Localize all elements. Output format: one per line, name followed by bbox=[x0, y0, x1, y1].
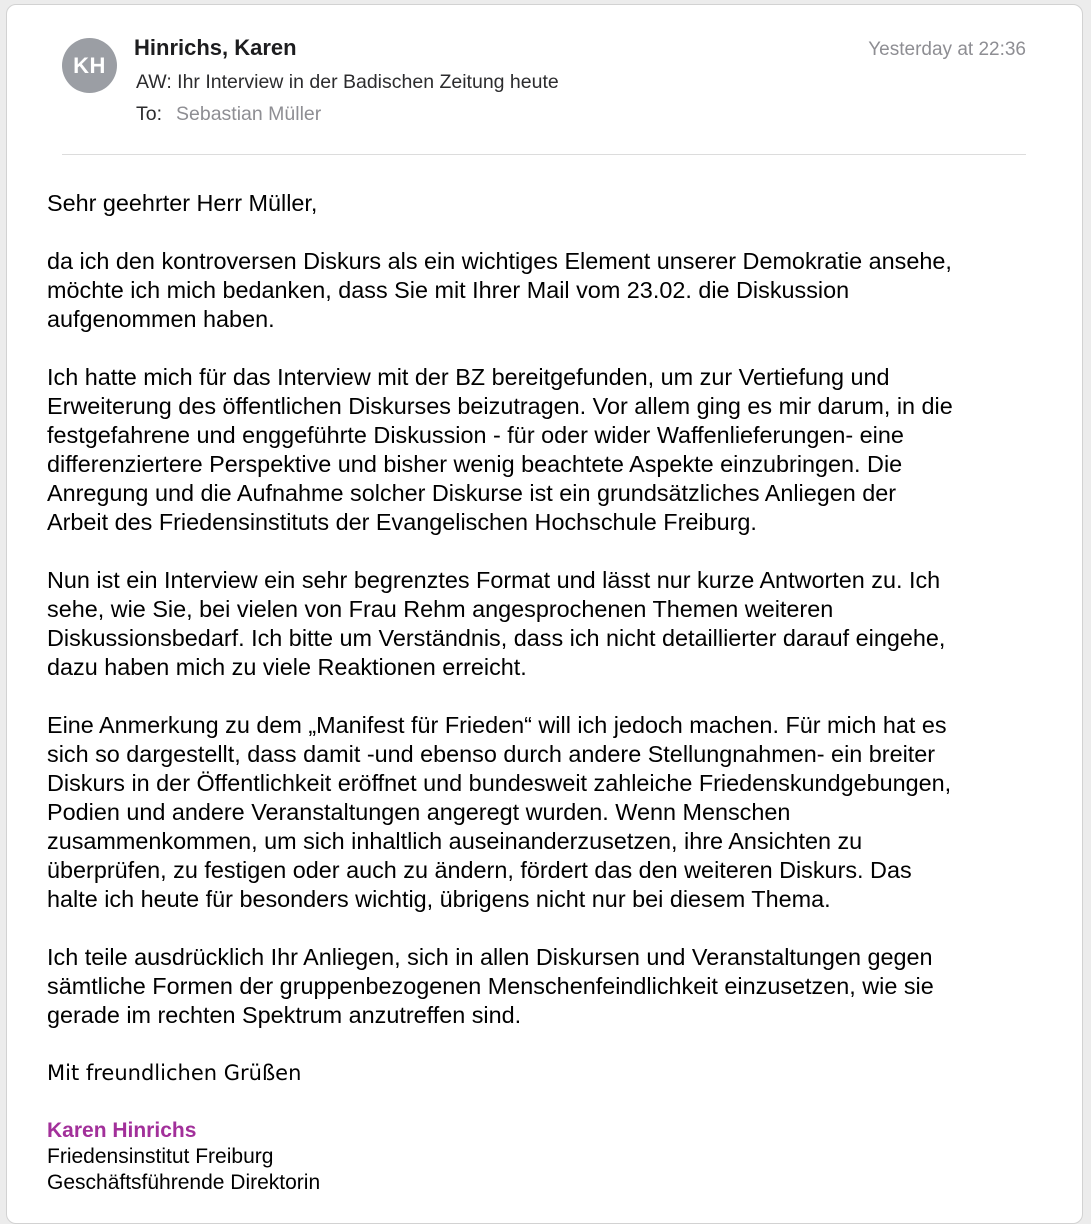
closing: Mit freundlichen Grüßen bbox=[47, 1061, 302, 1085]
signature-block bbox=[47, 1117, 1057, 1196]
body-line: Nun ist ein Interview ein sehr begrenztes Format und lässt nur kurze Antworten zu. Ich bbox=[47, 567, 941, 593]
body-line: möchte ich mich bedanken, dass Sie mit Ihrer Mail vom 23.02. die Diskussion bbox=[47, 277, 850, 303]
sender-name[interactable]: Hinrichs, Karen bbox=[134, 35, 297, 60]
to-label: To: bbox=[136, 103, 163, 125]
body-line: Erweiterung des öffentlichen Diskurses beizutragen. Vor allem ging es mir darum, in die bbox=[47, 393, 953, 419]
body-line: gerade im rechten Spektrum anzutreffen sind. bbox=[47, 1002, 522, 1028]
body-line: differenziertere Perspektive und bisher wenig beachtete Aspekte einzubringen. Die bbox=[47, 451, 903, 477]
body-line: halte ich heute für besonders wichtig, übrigens nicht nur bei diesem Thema. bbox=[47, 886, 831, 912]
body-line: Diskurs in der Öffentlichkeit eröffnet und bundesweit zahleiche Friedenskundgebungen, bbox=[47, 770, 952, 796]
body-line: sämtliche Formen der gruppenbezogenen Menschenfeindlichkeit einzusetzen, wie sie bbox=[47, 973, 934, 999]
body-line: Anregung und die Aufnahme solcher Diskurse ist ein grundsätzliches Anliegen der bbox=[47, 480, 897, 506]
greeting: Sehr geehrter Herr Müller, bbox=[47, 190, 318, 216]
paragraph-4 bbox=[47, 711, 1057, 914]
recipient-row bbox=[136, 103, 321, 126]
paragraph-3 bbox=[47, 566, 1057, 682]
body-line: Arbeit des Friedensinstituts der Evangelischen Hochschule Freiburg. bbox=[47, 509, 757, 535]
body-line: da ich den kontroversen Diskurs als ein wichtiges Element unserer Demokratie ansehe, bbox=[47, 248, 952, 274]
paragraph-5 bbox=[47, 943, 1057, 1030]
message-body bbox=[47, 189, 1057, 1196]
signature-title: Geschäftsführende Direktorin bbox=[47, 1171, 321, 1194]
body-line: zusammenkommen, um sich inhaltlich auseinanderzusetzen, ihre Ansichten zu bbox=[47, 828, 863, 854]
body-line: Diskussionsbedarf. Ich bitte um Verständnis, dass ich nicht detaillierter darauf eingehe, bbox=[47, 625, 946, 651]
body-line: dazu haben mich zu viele Reaktionen erreicht. bbox=[47, 654, 527, 680]
signature-organization: Friedensinstitut Freiburg bbox=[47, 1145, 274, 1168]
body-line: Ich teile ausdrücklich Ihr Anliegen, sich in allen Diskursen und Veranstaltungen gegen bbox=[47, 944, 933, 970]
body-line: sehe, wie Sie, bei vielen von Frau Rehm angesprochenen Themen weiteren bbox=[47, 596, 834, 622]
body-line: Ich hatte mich für das Interview mit der BZ bereitgefunden, um zur Vertiefung und bbox=[47, 364, 890, 390]
paragraph-2 bbox=[47, 363, 1057, 537]
body-line: aufgenommen haben. bbox=[47, 306, 275, 332]
message-subject: AW: Ihr Interview in der Badischen Zeitung heute bbox=[136, 71, 559, 93]
header-divider bbox=[62, 154, 1026, 155]
message-header bbox=[7, 5, 1082, 155]
body-line: überprüfen, zu festigen oder auch zu ändern, fördert das den weiteren Diskurs. Das bbox=[47, 857, 912, 883]
body-line: Eine Anmerkung zu dem „Manifest für Frieden“ will ich jedoch machen. Für mich hat es bbox=[47, 712, 947, 738]
paragraph-1 bbox=[47, 247, 1057, 334]
sender-avatar[interactable]: KH bbox=[62, 38, 117, 93]
recipient-name[interactable]: Sebastian Müller bbox=[176, 103, 322, 125]
body-line: festgefahrene und enggeführte Diskussion - für oder wider Waffenlieferungen- eine bbox=[47, 422, 904, 448]
body-line: sich so dargestellt, dass damit -und ebenso durch andere Stellungnahmen- ein breiter bbox=[47, 741, 936, 767]
mail-window bbox=[6, 4, 1083, 1224]
body-line: Podien und andere Veranstaltungen angeregt wurden. Wenn Menschen bbox=[47, 799, 791, 825]
signature-name: Karen Hinrichs bbox=[47, 1119, 197, 1142]
message-timestamp: Yesterday at 22:36 bbox=[868, 39, 1026, 60]
